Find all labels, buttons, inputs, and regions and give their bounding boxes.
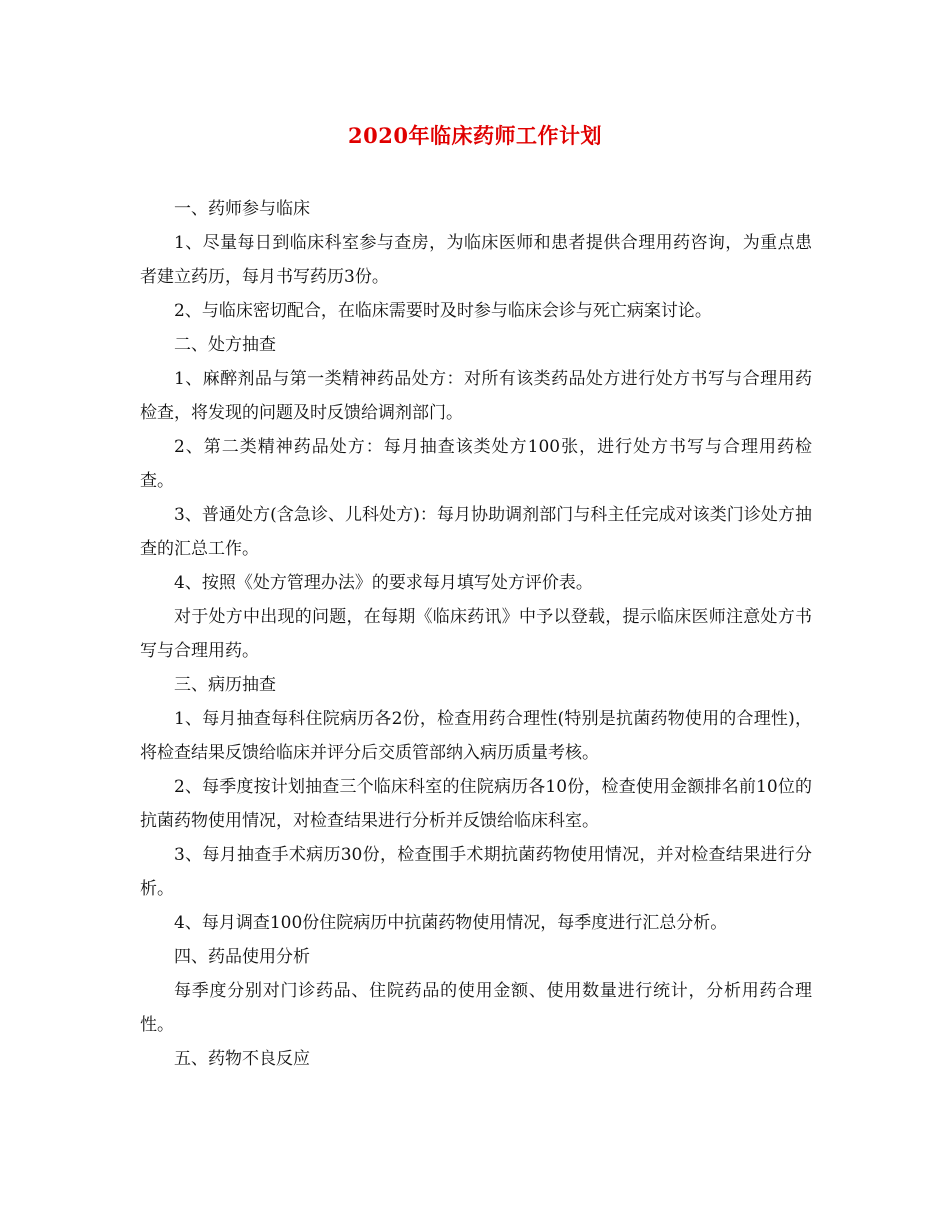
paragraph-2-2: 2、第二类精神药品处方：每月抽查该类处方100张，进行处方书写与合理用药检查。	[140, 437, 812, 491]
paragraph-2-1: 1、麻醉剂品与第一类精神药品处方：对所有该类药品处方进行处方书写与合理用药检查，将发现的问题及时反馈给调剂部门。	[140, 369, 812, 423]
section-heading-2: 二、处方抽查	[174, 335, 276, 355]
paragraph-2-3: 3、普通处方(含急诊、儿科处方)：每月协助调剂部门与科主任完成对该类门诊处方抽查的汇总工作。	[140, 505, 812, 559]
paragraph-2-4: 4、按照《处方管理办法》的要求每月填写处方评价表。	[174, 573, 593, 593]
section-heading-3: 三、病历抽查	[174, 675, 276, 695]
paragraph-1-2: 2、与临床密切配合，在临床需要时及时参与临床会诊与死亡病案讨论。	[174, 301, 712, 321]
paragraph-3-1: 1、每月抽查每科住院病历各2份，检查用药合理性(特别是抗菌药物使用的合理性)，将检查结果反馈给临床并评分后交质管部纳入病历质量考核。	[140, 709, 812, 763]
paragraph-3-4: 4、每月调查100份住院病历中抗菌药物使用情况，每季度进行汇总分析。	[174, 913, 728, 933]
section-heading-5: 五、药物不良反应	[174, 1049, 310, 1069]
paragraph-3-2: 2、每季度按计划抽查三个临床科室的住院病历各10份，检查使用金额排名前10位的抗菌药物使用情况，对检查结果进行分析并反馈给临床科室。	[140, 777, 812, 831]
paragraph-1-1: 1、尽量每日到临床科室参与查房，为临床医师和患者提供合理用药咨询，为重点患者建立药历，每月书写药历3份。	[140, 233, 812, 287]
paragraph-4-1: 每季度分别对门诊药品、住院药品的使用金额、使用数量进行统计，分析用药合理性。	[140, 981, 812, 1035]
section-heading-1: 一、药师参与临床	[174, 199, 310, 219]
section-heading-4: 四、药品使用分析	[174, 947, 310, 967]
paragraph-3-3: 3、每月抽查手术病历30份，检查围手术期抗菌药物使用情况，并对检查结果进行分析。	[140, 845, 812, 899]
paragraph-2-note: 对于处方中出现的问题，在每期《临床药讯》中予以登载，提示临床医师注意处方书写与合理用药。	[140, 607, 812, 661]
document-body	[140, 192, 812, 1076]
document-title: 2020年临床药师工作计划	[348, 123, 602, 148]
